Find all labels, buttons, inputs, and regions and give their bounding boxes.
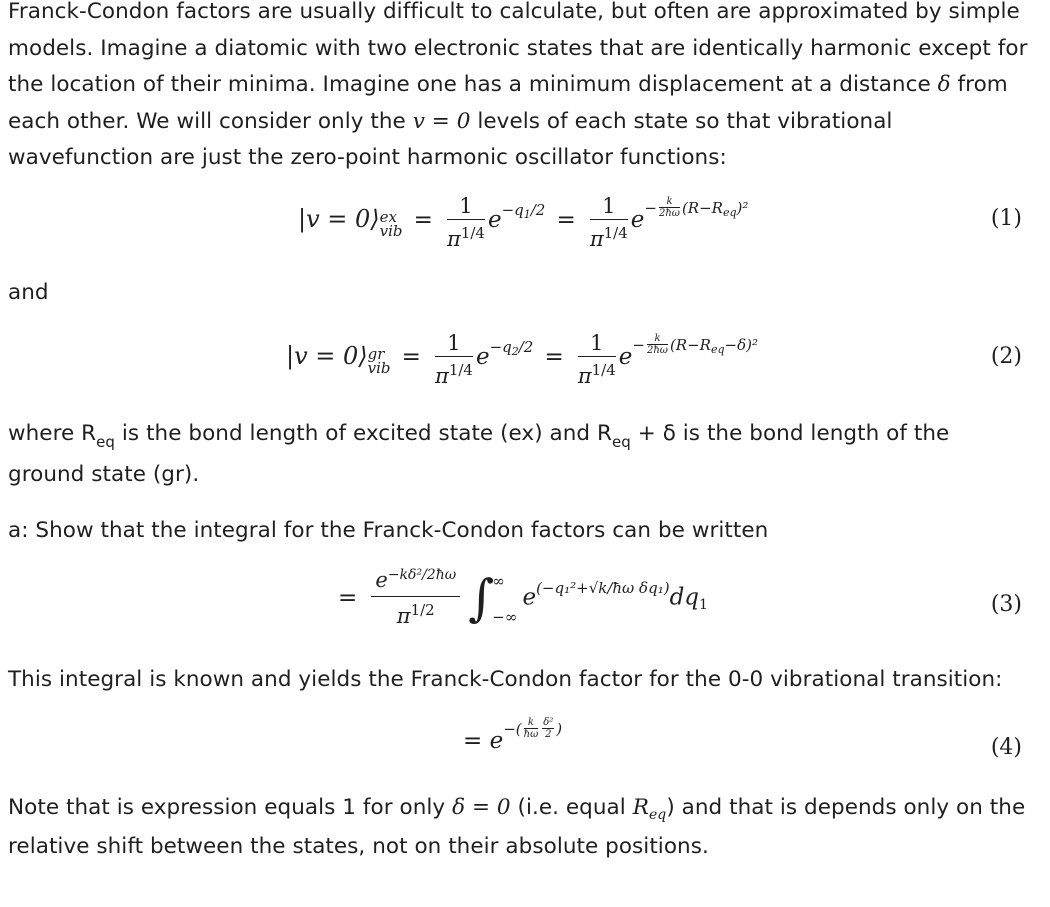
equation-1: |v = 0⟩ ex vib = $\frac{1}{\pi^{1/4}}$ $e-q_1/2$ = $\frac{1}{\pi^{1/4}}$ e− $\frac{k}{2ħ\omega}$ $(R-R_{eq})^2$ (1) — [298, 194, 1022, 251]
where-paragraph — [8, 413, 1028, 495]
eq4-exp: −( $\frac{k}{ħ\omega}$ $\frac{\text{δ²}}{2}$ ) — [503, 716, 563, 740]
eq1-number: (1) — [990, 206, 1022, 231]
part-a-text: a: Show that the integral for the Franck-Condon factors can be written — [8, 518, 769, 543]
note-text-3: ) and that is depends only on the relative shift between the states, not on their absolute positions. — [8, 795, 1026, 859]
note-paragraph — [8, 790, 1028, 865]
eq3-dq-sub: 1 — [699, 596, 708, 613]
note-text-1: Note that is expression equals 1 for only — [8, 795, 446, 820]
eq2-number: (2) — [990, 344, 1022, 369]
delta-zero-math: δ = 0 — [452, 795, 511, 820]
equation-3: = $\frac{e^{-k\delta^2/2ħ\omega}}{\pi^{1/2}}$ ∫ ∞ −∞ e(−q₁²+√k/ħω δq₁)dq1 (3) — [338, 567, 1022, 628]
eq3-frac: $\frac{e^{-k\delta^2/2ħ\omega}}{\pi^{1/2}}$ — [371, 568, 460, 628]
eq3-integrand: e — [522, 584, 537, 611]
req-math: R — [632, 795, 649, 820]
eq1-supsub: ex vib — [379, 207, 403, 240]
eq1-frac-2: $\frac{1}{\pi^{1/4}}$ — [589, 194, 628, 251]
eq3-number: (3) — [990, 592, 1022, 617]
intro-text: Franck-Condon factors are usually difficult to calculate, but often are approximated by simple models. Imagine a diatomic with two electronic states that are identically harmonic except for the location of their minima. Imagine one has a minimum displacement at a distance — [8, 0, 1028, 97]
intro-paragraph — [8, 0, 1028, 177]
eq2-exp-2: − $\frac{k}{2ħ\omega}$ $(R-R_{eq}-\delta)^2$ — [632, 332, 758, 356]
v0-inline-math: v = 0 — [412, 108, 471, 134]
eq4-number: (4) — [990, 735, 1022, 760]
eq3-dq: dq — [669, 584, 700, 611]
integral-sign: ∫ — [468, 569, 495, 627]
intro-end-text: levels of each state so that vibrational wavefunction are just the zero-point harmonic oscillator functions: — [8, 108, 893, 170]
equation-2: |v = 0⟩ gr vib = $\frac{1}{\pi^{1/4}}$ $e-q_2/2$ = $\frac{1}{\pi^{1/4}}$ e− $\frac{k}{2ħ\omega}$ $(R-R_{eq}-\delta)^2$ (2) — [286, 331, 1022, 388]
integral-limits: ∞ −∞ — [492, 572, 518, 626]
req-subscript-2: eq — [612, 433, 631, 451]
eq1-ket: |v = 0⟩ — [298, 205, 380, 233]
known-text: This integral is known and yields the Franck-Condon factor for the 0-0 vibrational transition: — [8, 667, 1003, 692]
and-text: and — [8, 280, 49, 305]
where-text-3: + δ is the bond length of the ground state (gr). — [8, 421, 950, 487]
equation-4 — [8, 716, 1038, 770]
where-text-2: is the bond length of excited state (ex) and R — [121, 421, 612, 446]
eq2-ket: |v = 0⟩ — [286, 342, 368, 370]
eq1-frac-1: $\frac{1}{\pi^{1/4}}$ — [447, 194, 485, 251]
eq1-exp-1: $-q_1/2$ — [501, 201, 546, 221]
eq3-integrand-exp: (−q₁²+√k/ħω δq₁) — [536, 578, 670, 597]
eq1-exp-2: − $\frac{k}{2ħ\omega}$ $(R-R_{eq})^2$ — [644, 195, 749, 219]
eq2-supsub: gr vib — [367, 344, 391, 377]
req-math-sub: eq — [648, 807, 667, 823]
intro-mid-text: from each other. We will consider only the — [8, 72, 1008, 134]
where-text-1: where R — [8, 421, 97, 446]
eq2-frac-2: $\frac{1}{\pi^{1/4}}$ — [577, 331, 616, 388]
delta-symbol: δ — [937, 72, 951, 97]
note-text-2: (i.e. equal — [517, 795, 626, 820]
eq2-frac-1: $\frac{1}{\pi^{1/4}}$ — [435, 331, 473, 388]
req-subscript-1: eq — [96, 433, 116, 451]
eq4-lhs: = e — [463, 728, 504, 754]
eq2-exp-1: $-q_2/2$ — [489, 338, 534, 358]
